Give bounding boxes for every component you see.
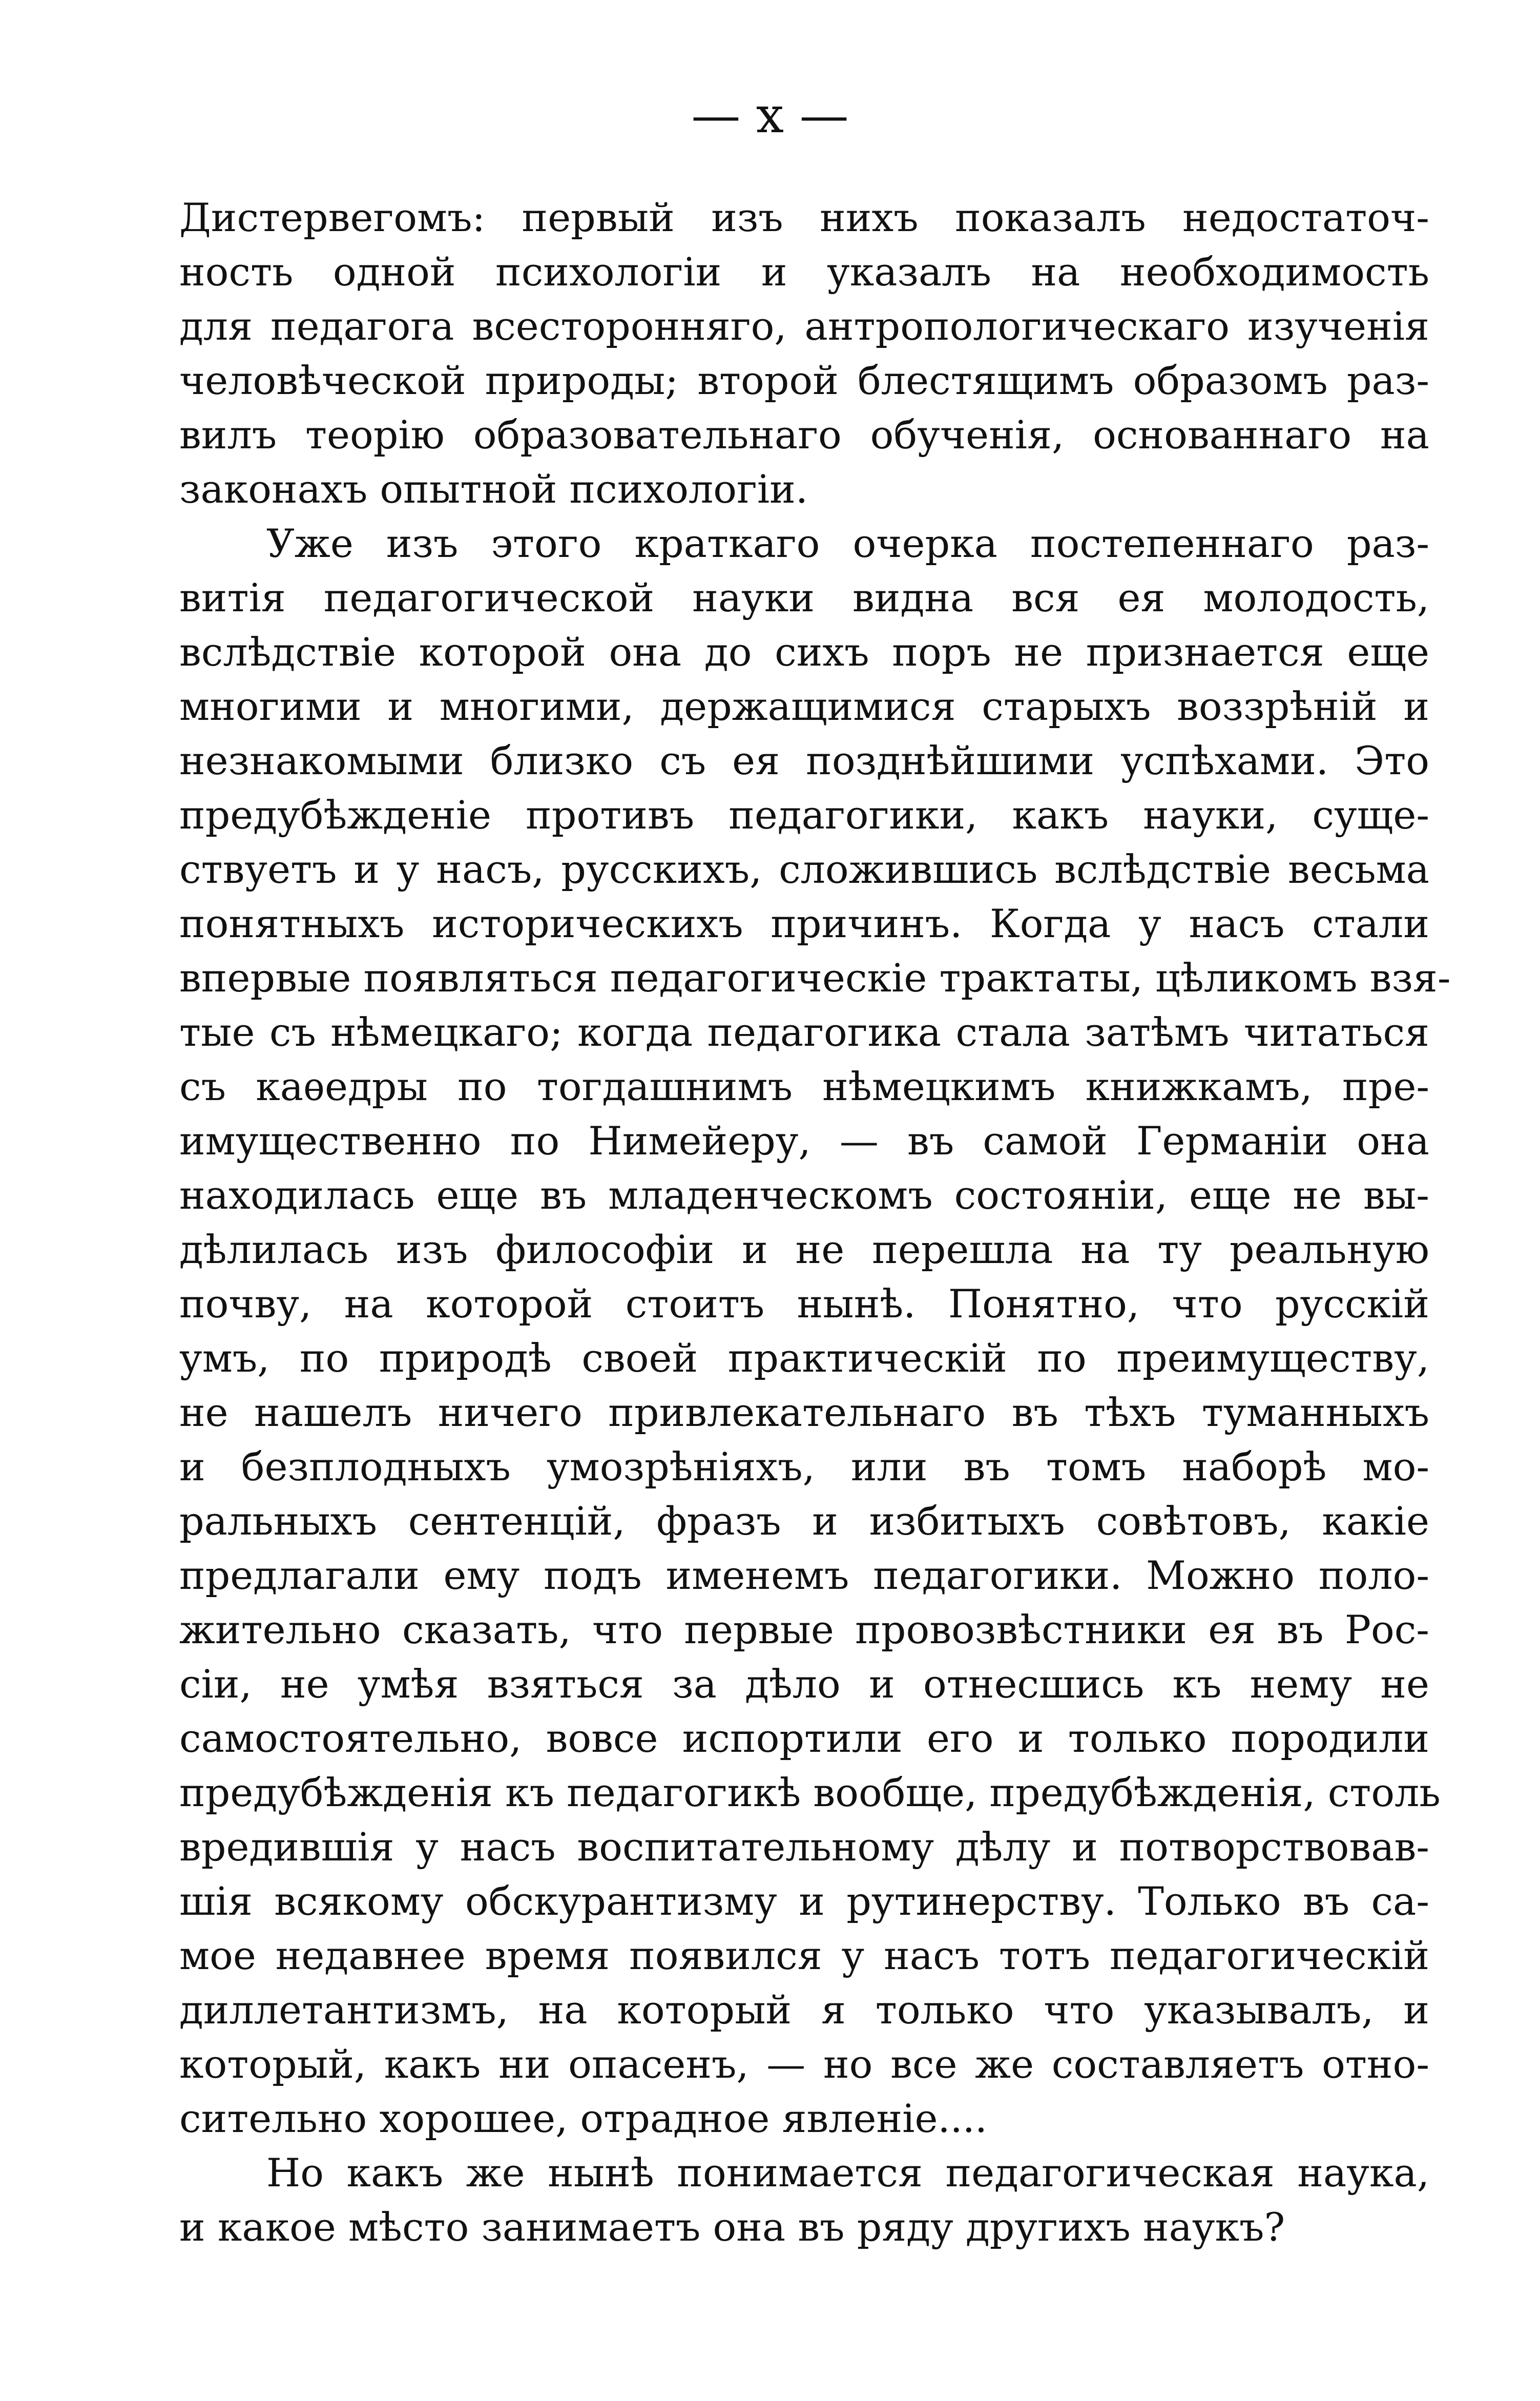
text-line: Но какъ же нынѣ понимается педагогическая наука, xyxy=(266,2150,1429,2196)
text-line: и какое мѣсто занимаетъ она въ ряду другихъ наукъ? xyxy=(179,2204,1285,2250)
text-line: ральныхъ сентенцій, фразъ и избитыхъ совѣтовъ, какіе xyxy=(179,1498,1429,1544)
text-line: съ каѳедры по тогдашнимъ нѣмецкимъ книжкамъ, пре- xyxy=(179,1064,1429,1109)
paragraph xyxy=(179,191,1429,516)
text-line: ствуетъ и у насъ, русскихъ, сложившись вслѣдствіе весьма xyxy=(179,846,1429,892)
text-line: законахъ опытной психологіи. xyxy=(179,466,808,512)
text-line: сіи, не умѣя взяться за дѣло и отнесшись къ нему не xyxy=(179,1661,1429,1707)
text-line: мое недавнее время появился у насъ тотъ педагогическій xyxy=(179,1933,1429,1978)
text-line: который, какъ ни опасенъ, — но все же составляетъ отно- xyxy=(179,2041,1429,2087)
text-line: человѣческой природы; второй блестящимъ образомъ раз- xyxy=(179,358,1429,403)
text-line: предубѣжденіе противъ педагогики, какъ науки, суще- xyxy=(179,792,1429,838)
text-line: ность одной психологіи и указалъ на необходимость xyxy=(179,249,1429,295)
text-line: вилъ теорію образовательнаго обученія, основаннаго на xyxy=(179,412,1429,458)
text-line: понятныхъ историческихъ причинъ. Когда у насъ стали xyxy=(179,901,1429,946)
text-line: вредившія у насъ воспитательному дѣлу и потворствовав- xyxy=(179,1824,1429,1870)
text-line: находилась еще въ младенческомъ состояніи, еще не вы- xyxy=(179,1172,1429,1218)
text-line: сительно хорошее, отрадное явленіе.... xyxy=(179,2096,988,2141)
text-line: для педагога всесторонняго, антропологическаго изученія xyxy=(179,303,1429,349)
body-text xyxy=(179,191,1451,2254)
text-line: предлагали ему подъ именемъ педагогики. Можно поло- xyxy=(179,1553,1429,1598)
text-line: почву, на которой стоитъ нынѣ. Понятно, что русскій xyxy=(179,1281,1429,1327)
text-line: жительно сказать, что первые провозвѣстники ея въ Рос- xyxy=(179,1607,1429,1652)
text-line: многими и многими, держащимися старыхъ воззрѣній и xyxy=(179,684,1429,729)
page-number-header: — x — xyxy=(691,87,849,144)
text-line: имущественно по Нимейеру, — въ самой Германіи она xyxy=(179,1118,1429,1164)
text-line: Уже изъ этого краткаго очерка постепеннаго раз- xyxy=(266,521,1429,566)
text-line: самостоятельно, вовсе испортили его и только породили xyxy=(179,1715,1429,1761)
text-line: впервые появляться педагогическіе трактаты, цѣликомъ взя- xyxy=(179,955,1451,1001)
text-line: дѣлилась изъ философіи и не перешла на ту реальную xyxy=(179,1227,1429,1272)
text-line: незнакомыми близко съ ея позднѣйшими успѣхами. Это xyxy=(179,738,1429,783)
text-line: витія педагогической науки видна вся ея молодость, xyxy=(179,575,1429,620)
text-line: шія всякому обскурантизму и рутинерству. Только въ са- xyxy=(179,1878,1429,1924)
paragraph xyxy=(179,2146,1429,2254)
text-line: Дистервегомъ: первый изъ нихъ показалъ недостаточ- xyxy=(179,195,1429,240)
text-line: и безплодныхъ умозрѣніяхъ, или въ томъ наборѣ мо- xyxy=(179,1444,1429,1489)
text-line: вслѣдствіе которой она до сихъ поръ не признается еще xyxy=(179,629,1429,675)
text-line: умъ, по природѣ своей практическій по преимуществу, xyxy=(179,1335,1429,1381)
text-line: не нашелъ ничего привлекательнаго въ тѣхъ туманныхъ xyxy=(179,1390,1429,1435)
text-line: тые съ нѣмецкаго; когда педагогика стала затѣмъ читаться xyxy=(179,1009,1429,1055)
text-line: предубѣжденія къ педагогикѣ вообще, предубѣжденія, столь xyxy=(179,1770,1441,1815)
paragraph xyxy=(179,516,1451,2146)
text-line: диллетантизмъ, на который я только что указывалъ, и xyxy=(179,1987,1429,2033)
